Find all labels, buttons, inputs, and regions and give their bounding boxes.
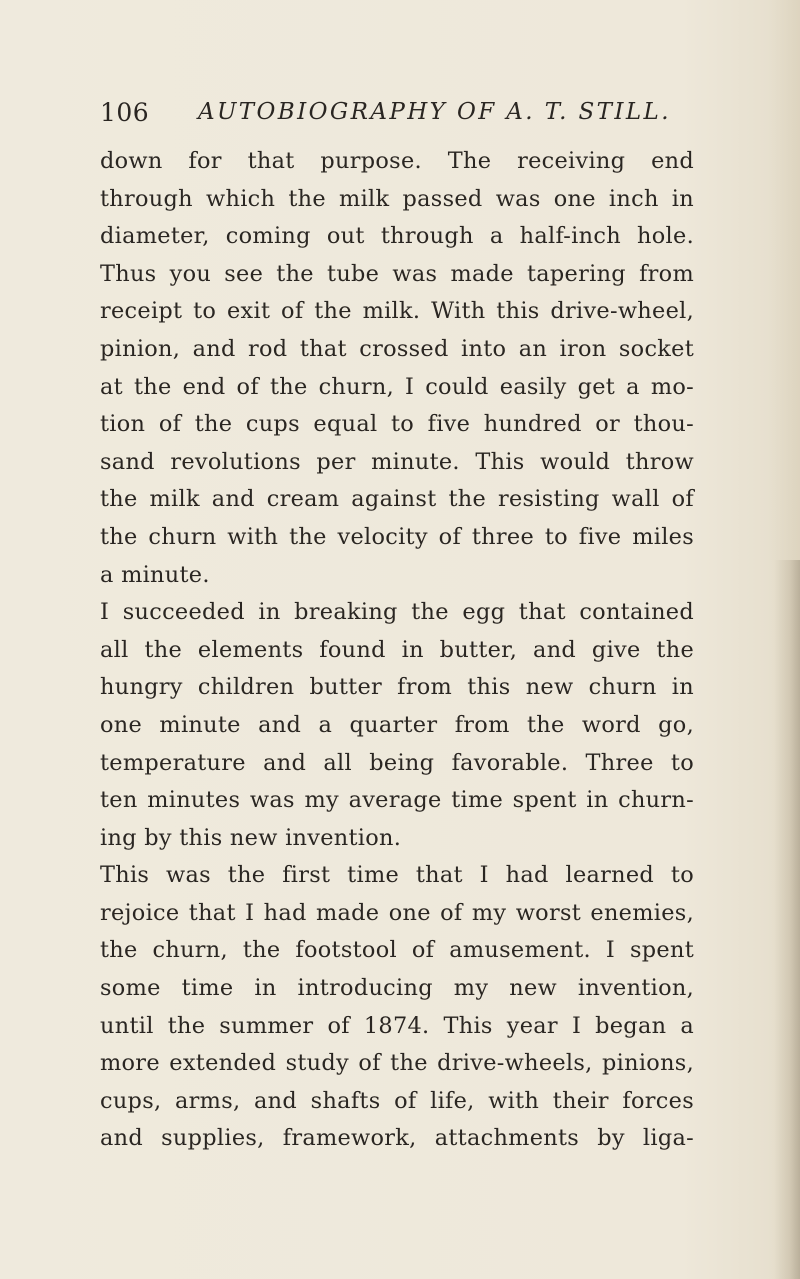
text-line: diameter, coming out through a half-inch hole. (100, 223, 694, 250)
text-line: through which the milk passed was one inch in (100, 185, 694, 212)
text-line: ten minutes was my average time spent in churn- (100, 787, 694, 814)
text-line: the milk and cream against the resisting wall of (100, 486, 694, 513)
page-header (100, 98, 700, 134)
text-line: and supplies, framework, attachments by liga- (100, 1125, 694, 1152)
text-line: tion of the cups equal to five hundred or thou- (100, 411, 694, 438)
text-line: rejoice that I had made one of my worst enemies, (100, 899, 694, 926)
text-line: at the end of the churn, I could easily get a mo- (100, 373, 694, 400)
text-line: sand revolutions per minute. This would throw (100, 448, 694, 475)
text-line: more extended study of the drive-wheels, pinions, (100, 1050, 694, 1077)
text-line: This was the first time that I had learned to (100, 862, 694, 889)
text-line: the churn with the velocity of three to five miles (100, 523, 694, 550)
text-line: pinion, and rod that crossed into an iron socket (100, 335, 694, 362)
body-text (100, 143, 694, 1158)
text-line: I succeeded in breaking the egg that contained (100, 599, 694, 626)
running-head: AUTOBIOGRAPHY OF A. T. STILL. (198, 99, 671, 125)
text-line: the churn, the footstool of amusement. I spent (100, 937, 694, 964)
text-line: a minute. (100, 561, 210, 588)
text-line: all the elements found in butter, and give the (100, 636, 694, 663)
text-line: one minute and a quarter from the word go, (100, 711, 694, 738)
text-line: Thus you see the tube was made tapering from (100, 260, 694, 287)
text-line: temperature and all being favorable. Three to (100, 749, 694, 776)
text-line: ing by this new invention. (100, 824, 402, 851)
page-number: 106 (100, 98, 150, 127)
text-line: hungry children butter from this new churn in (100, 674, 694, 701)
text-line: cups, arms, and shafts of life, with their forces (100, 1087, 694, 1114)
text-line: until the summer of 1874. This year I began a (100, 1012, 694, 1039)
text-line: down for that purpose. The receiving end (100, 148, 694, 174)
page-edge-shadow (774, 560, 800, 1279)
text-line: receipt to exit of the milk. With this drive-wheel, (100, 298, 694, 325)
text-line: some time in introducing my new invention, (100, 975, 694, 1002)
